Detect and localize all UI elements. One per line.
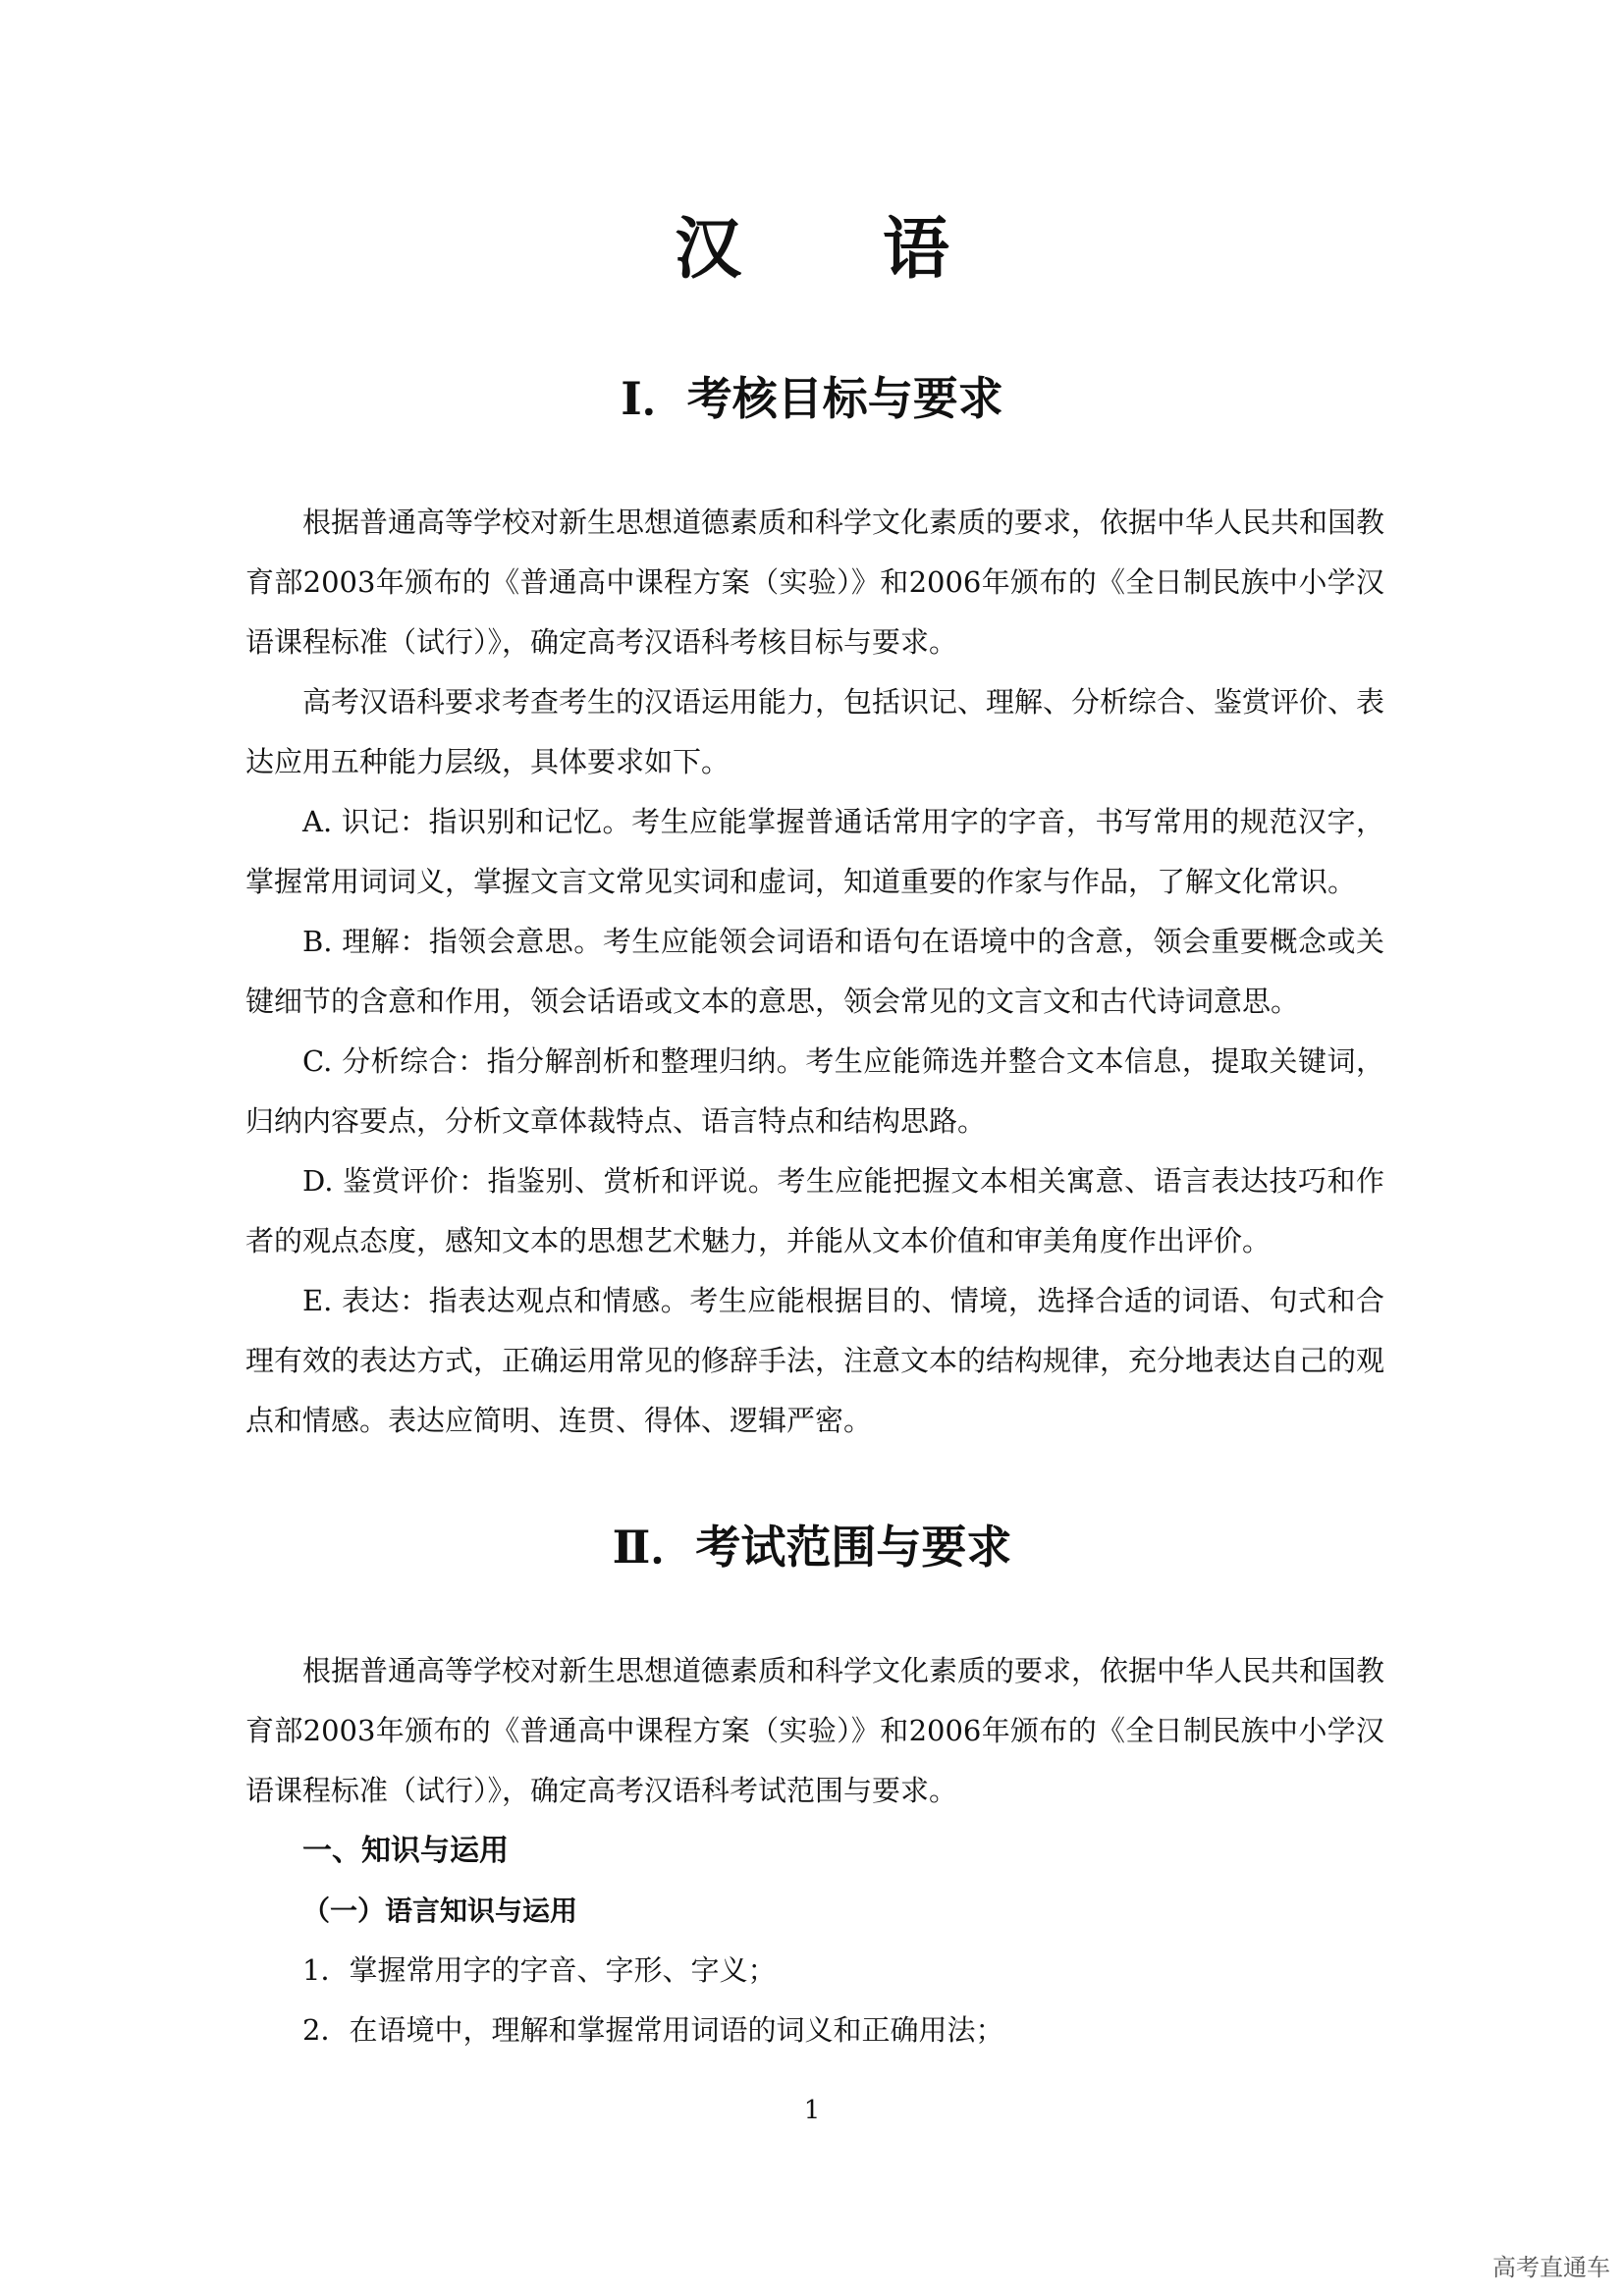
page-number: 1	[803, 2096, 821, 2125]
section-1-body	[245, 493, 1384, 1451]
paragraph: E. 表达：指表达观点和情感。考生应能根据目的、情境，选择合适的词语、句式和合理有效的表达方式，正确运用常见的修辞手法，注意文本的结构规律，充分地表达自己的观点和情感。表达应简明、连贯、得体、逻辑严密。	[245, 1284, 1385, 1437]
paragraph: C. 分析综合：指分解剖析和整理归纳。考生应能筛选并整合文本信息，提取关键词，归纳内容要点，分析文章体裁特点、语言特点和结构思路。	[245, 1044, 1384, 1138]
paragraph: 根据普通高等学校对新生思想道德素质和科学文化素质的要求，依据中华人民共和国教育部2003年颁布的《普通高中课程方案（实验）》和2006年颁布的《全日制民族中小学汉语课程标准（试行）》，确定高考汉语科考试范围与要求。	[245, 1654, 1385, 1807]
section-1-heading: Ⅰ．考核目标与要求	[621, 372, 1003, 425]
list-item: 1．掌握常用字的字音、字形、字义；	[302, 1953, 777, 1987]
section-2-heading: Ⅱ．考试范围与要求	[612, 1521, 1012, 1574]
paragraph: D. 鉴赏评价：指鉴别、赏析和评说。考生应能把握文本相关寓意、语言表达技巧和作者的观点态度，感知文本的思想艺术魅力，并能从文本价值和审美角度作出评价。	[245, 1164, 1384, 1257]
paragraph: 根据普通高等学校对新生思想道德素质和科学文化素质的要求，依据中华人民共和国教育部2003年颁布的《普通高中课程方案（实验）》和2006年颁布的《全日制民族中小学汉语课程标准（试行）》，确定高考汉语科考核目标与要求。	[245, 506, 1385, 659]
list-item: 2．在语境中，理解和掌握常用词语的词义和正确用法；	[302, 2013, 1004, 2047]
watermark: 高考直通车	[1492, 2254, 1610, 2281]
subsection-subheading: （一）语言知识与运用	[302, 1895, 578, 1927]
section-2-body	[245, 1641, 1384, 2060]
paragraph: 高考汉语科要求考查考生的汉语运用能力，包括识记、理解、分析综合、鉴赏评价、表达应用五种能力层级，具体要求如下。	[245, 685, 1385, 778]
paragraph: B. 理解：指领会意思。考生应能领会词语和语句在语境中的含意，领会重要概念或关键细节的含意和作用，领会话语或文本的意思，领会常见的文言文和古代诗词意思。	[245, 925, 1384, 1018]
subsection-heading: 一、知识与运用	[302, 1834, 509, 1868]
paragraph: A. 识记：指识别和记忆。考生应能掌握普通话常用字的字音，书写常用的规范汉字，掌握常用词词义，掌握文言文常见实词和虚词，知道重要的作家与作品，了解文化常识。	[245, 805, 1384, 898]
document-title: 汉 语	[675, 210, 1008, 289]
